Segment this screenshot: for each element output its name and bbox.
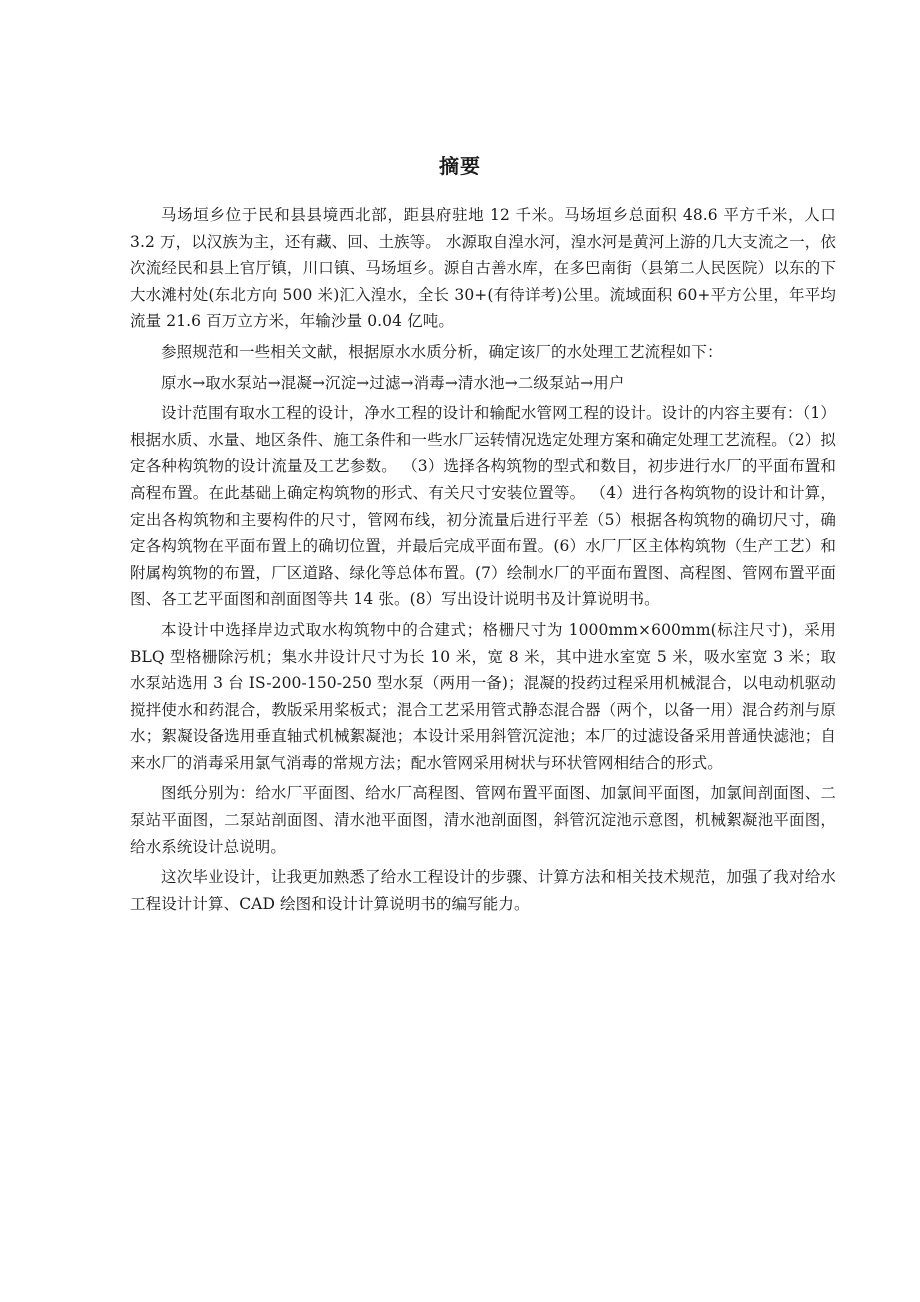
paragraph-drawings: 图纸分别为：给水厂平面图、给水厂高程图、管网布置平面图、加氯间平面图，加氯间剖面图、二泵站平面图，二泵站剖面图、清水池平面图，清水池剖面图，斜管沉淀池示意图，机械絮凝池平面图，给水系统设计总说明。 [130,784,836,856]
paragraph-reference: 参照规范和一些相关文献，根据原水水质分析，确定该厂的水处理工艺流程如下： [161,342,723,361]
abstract-body [130,202,836,917]
paragraph-process-flow: 原水→取水泵站→混凝→沉淀→过滤→消毒→清水池→二级泵站→用户 [161,373,625,392]
paragraph-design-scope: 设计范围有取水工程的设计，净水工程的设计和输配水管网工程的设计。设计的内容主要有：（1）根据水质、水量、地区条件、施工条件和一些水厂运转情况选定处理方案和确定处理工艺流程。（2）拟定各种构筑物的设计流量及工艺参数。 （3）选择各构筑物的型式和数目，初步进行水厂的平面布置和高程布置。在此基础上确定构筑物的形式、有关尺寸安装位置等。 （4）进行各构筑物的设计和计算，定出各构筑物和主要构件的尺寸，管网布线，初分流量后进行平差（5）根据各构筑物的确切尺寸，确定各构筑物在平面布置上的确切位置，并最后完成平面布置。(6）水厂厂区主体构筑物（生产工艺）和附属构筑物的布置，厂区道路、绿化等总体布置。(7）绘制水厂的平面布置图、高程图、管网布置平面图、各工艺平面图和剖面图等共 14 张。(8）写出设计说明书及计算说明书。 [130,404,836,609]
abstract-title: 摘要 [439,154,481,178]
paragraph-location: 马场垣乡位于民和县县境西北部，距县府驻地 12 千米。马场垣乡总面积 48.6 平方千米，人口 3.2 万，以汉族为主，还有藏、回、土族等。 水源取自湟水河，湟水河是黄河上游的几大支流之一，依次流经民和县上官厅镇，川口镇、马场垣乡。源自古善水库，在多巴南街（县第二人民医院）以东的下大水滩村处(东北方向 500 米)汇入湟水，全长 30+(有待详考)公里。流域面积 60+平方公里，年平均流量 21.6 百万立方米，年输沙量 0.04 亿吨。 [130,206,836,331]
paragraph-conclusion: 这次毕业设计，让我更加熟悉了给水工程设计的步骤、计算方法和相关技术规范，加强了我对给水工程设计计算、CAD 绘图和设计计算说明书的编写能力。 [130,868,836,913]
paragraph-design-choices: 本设计中选择岸边式取水构筑物中的合建式；格栅尺寸为 1000mm×600mm(标注尺寸)，采用 BLQ 型格栅除污机；集水井设计尺寸为长 10 米，宽 8 米，其中进水室宽 5 米，吸水室宽 3 米；取水泵站选用 3 台 IS-200-150-250 型水泵（两用一备)；混凝的投药过程采用机械混合，以电动机驱动搅拌使水和药混合，教版采用桨板式；混合工艺采用管式静态混合器（两个，以备一用）混合药剂与原水；絮凝设备选用垂直轴式机械絮凝池；本设计采用斜管沉淀池；本厂的过滤设备采用普通快滤池；自来水厂的消毒采用氯气消毒的常规方法；配水管网采用树状与环状管网相结合的形式。 [130,620,836,772]
